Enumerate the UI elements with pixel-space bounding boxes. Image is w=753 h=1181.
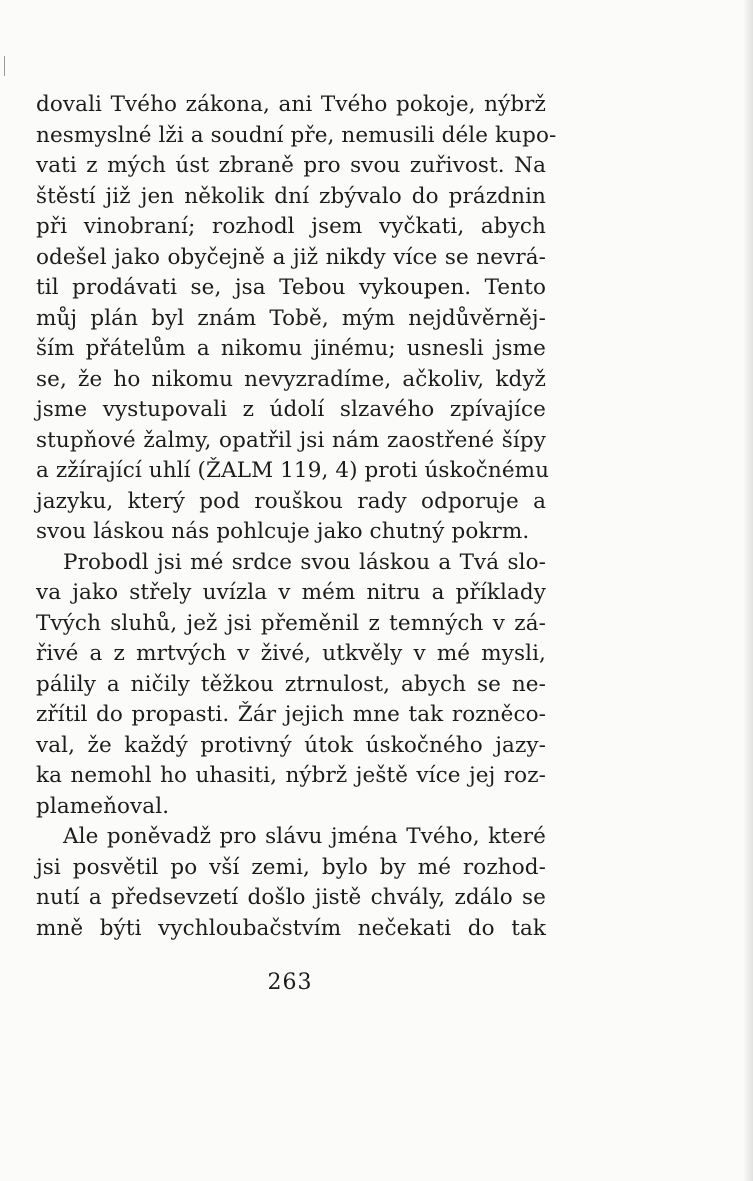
scan-mark <box>4 56 5 76</box>
text-line: při vinobraní; rozhodl jsem vyčkati, abych <box>36 214 546 239</box>
text-line: ším přátelům a nikomu jinému; usnesli jsme <box>36 336 546 361</box>
paragraph-3 <box>36 822 546 944</box>
text-line: dovali Tvého zákona, ani Tvého pokoje, nýbrž <box>36 92 546 117</box>
text-line: jsi posvětil po vší zemi, bylo by mé rozhod- <box>36 854 546 880</box>
text-line: jsme vystupovali z údolí slzavého zpívajíce <box>36 397 546 422</box>
paragraph-1 <box>36 90 557 548</box>
text-line: ka nemohl ho uhasiti, nýbrž ještě více jej roz- <box>36 763 546 788</box>
text-line: Ale poněvadž pro slávu jména Tvého, které <box>63 824 546 849</box>
text-line: štěstí již jen několik dní zbývalo do prázdnin <box>36 183 546 209</box>
page-number: 263 <box>267 970 313 995</box>
text-line: stupňové žalmy, opatřil jsi nám zaostřené šípy <box>36 427 546 453</box>
page-edge-shadow <box>743 0 753 1181</box>
text-line: til prodávati se, jsa Tebou vykoupen. Tento <box>36 275 546 300</box>
text-line: jazyku, který pod rouškou rady odporuje a <box>36 488 546 514</box>
text-line: odešel jako obyčejně a již nikdy více se nevrá- <box>36 244 546 270</box>
text-line: a zžírající uhlí (ŽALM 119, 4) proti úskočnému <box>36 458 550 483</box>
paragraph-2 <box>36 548 546 823</box>
text-line: můj plán byl znám Tobě, mým nejdůvěrněj- <box>36 305 546 331</box>
text-line: zřítil do propasti. Žár jejich mne tak rozněco- <box>36 702 546 727</box>
text-line: svou láskou nás pohlcuje jako chutný pokrm. <box>36 519 530 544</box>
body-text <box>36 90 557 944</box>
text-line: se, že ho nikomu nevyzradíme, ačkoliv, když <box>36 366 546 392</box>
text-line: vati z mých úst zbraně pro svou zuřivost. Na <box>36 153 546 178</box>
text-line: pálily a ničily těžkou ztrnulost, abych se ne- <box>36 671 546 697</box>
text-line: va jako střely uvízla v mém nitru a příklady <box>36 580 546 605</box>
text-line: nutí a předsevzetí došlo jistě chvály, zdálo se <box>36 885 546 910</box>
text-line: Tvých sluhů, jež jsi přeměnil z temných v zá- <box>36 610 546 636</box>
text-line: plameňoval. <box>36 793 170 819</box>
text-line: řivé a z mrtvých v živé, utkvěly v mé mysli, <box>36 641 546 666</box>
text-line: nesmyslné lži a soudní pře, nemusili déle kupo- <box>36 122 557 148</box>
text-line: mně býti vychloubačstvím nečekati do tak <box>36 915 546 941</box>
text-line: val, že každý protivný útok úskočného jazy- <box>36 732 546 758</box>
text-line: Probodl jsi mé srdce svou láskou a Tvá slo- <box>63 549 546 575</box>
